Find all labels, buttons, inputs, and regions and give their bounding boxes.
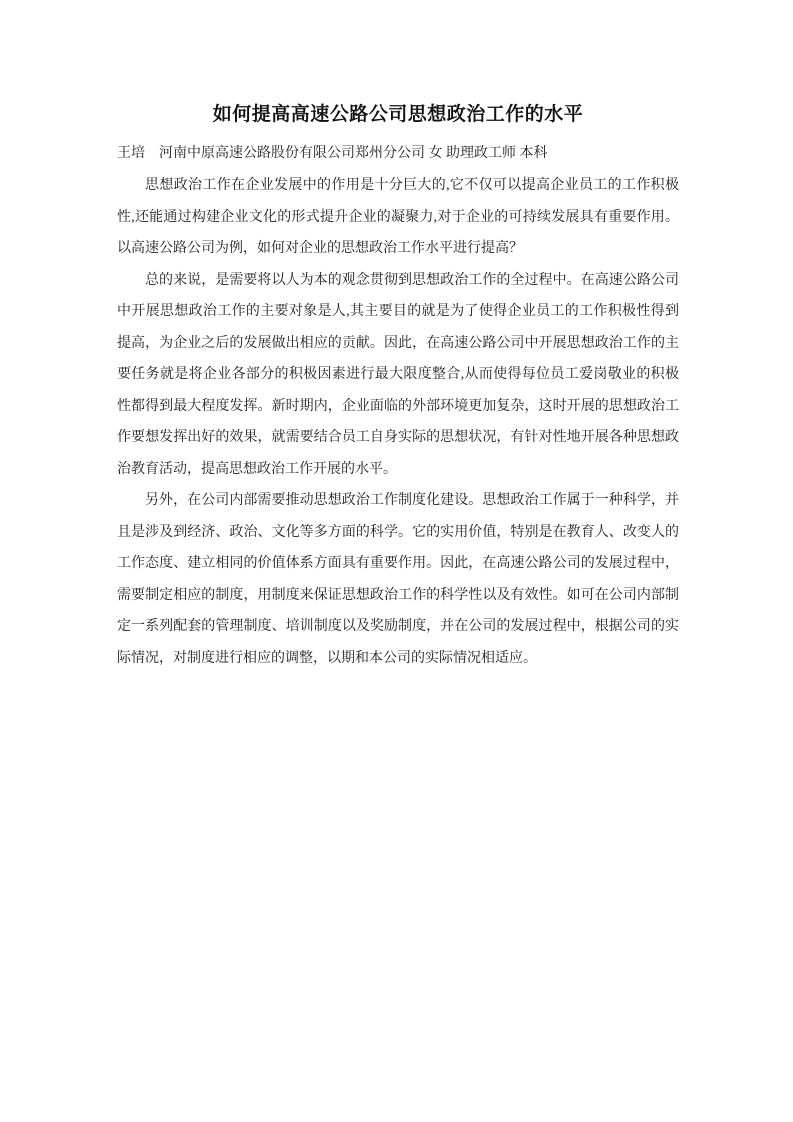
paragraph-3 xyxy=(117,485,679,674)
paragraph-2 xyxy=(117,265,679,486)
paragraph-line: 性都得到最大程度发挥。新时期内，企业面临的外部环境更加复杂，这时开展的思想政治工 xyxy=(117,398,679,414)
paragraph-line: 另外，在公司内部需要推动思想政治工作制度化建设。思想政治工作属于一种科学，并 xyxy=(145,493,679,508)
paragraph-line: 提高，为企业之后的发展做出相应的贡献。因此，在高速公路公司中开展思想政治工作的主 xyxy=(117,335,679,351)
document-body xyxy=(117,170,679,674)
paragraph-line: 思想政治工作在企业发展中的作用是十分巨大的,它不仅可以提高企业员工的工作积极 xyxy=(145,178,679,193)
paragraph-line: 中开展思想政治工作的主要对象是人,其主要目的就是为了使得企业员工的工作积极性得到 xyxy=(117,304,679,319)
paragraph-line: 治教育活动，提高思想政治工作开展的水平。 xyxy=(117,461,397,477)
paragraph-line: 需要制定相应的制度，用制度来保证思想政治工作的科学性以及有效性。如可在公司内部制 xyxy=(117,587,679,603)
paragraph-line: 定一系列配套的管理制度、培训制度以及奖励制度，并在公司的发展过程中，根据公司的实 xyxy=(117,619,679,634)
author-byline: 王培 河南中原高速公路股份有限公司郑州分公司 女 助理政工师 本科 xyxy=(117,146,548,161)
paragraph-line: 要任务就是将企业各部分的积极因素进行最大限度整合,从而使得每位员工爱岗敬业的积极 xyxy=(117,367,679,382)
paragraph-line: 且是涉及到经济、政治、文化等多方面的科学。它的实用价值，特别是在教育人、改变人的 xyxy=(117,524,679,540)
paragraph-line: 际情况，对制度进行相应的调整，以期和本公司的实际情况相适应。 xyxy=(117,650,537,666)
paragraph-line: 以高速公路公司为例，如何对企业的思想政治工作水平进行提高？ xyxy=(117,241,523,256)
paragraph-1 xyxy=(117,170,679,265)
document-title: 如何提高高速公路公司思想政治工作的水平 xyxy=(212,104,584,125)
paragraph-line: 性,还能通过构建企业文化的形式提升企业的凝聚力,对于企业的可持续发展具有重要作用。 xyxy=(117,209,679,225)
paragraph-line: 工作态度、建立相同的价值体系方面具有重要作用。因此，在高速公路公司的发展过程中， xyxy=(117,556,679,571)
paragraph-line: 总的来说，是需要将以人为本的观念贯彻到思想政治工作的全过程中。在高速公路公司 xyxy=(145,272,679,288)
paragraph-line: 作要想发挥出好的效果，就需要结合员工自身实际的思想状况，有针对性地开展各种思想政 xyxy=(117,430,679,445)
